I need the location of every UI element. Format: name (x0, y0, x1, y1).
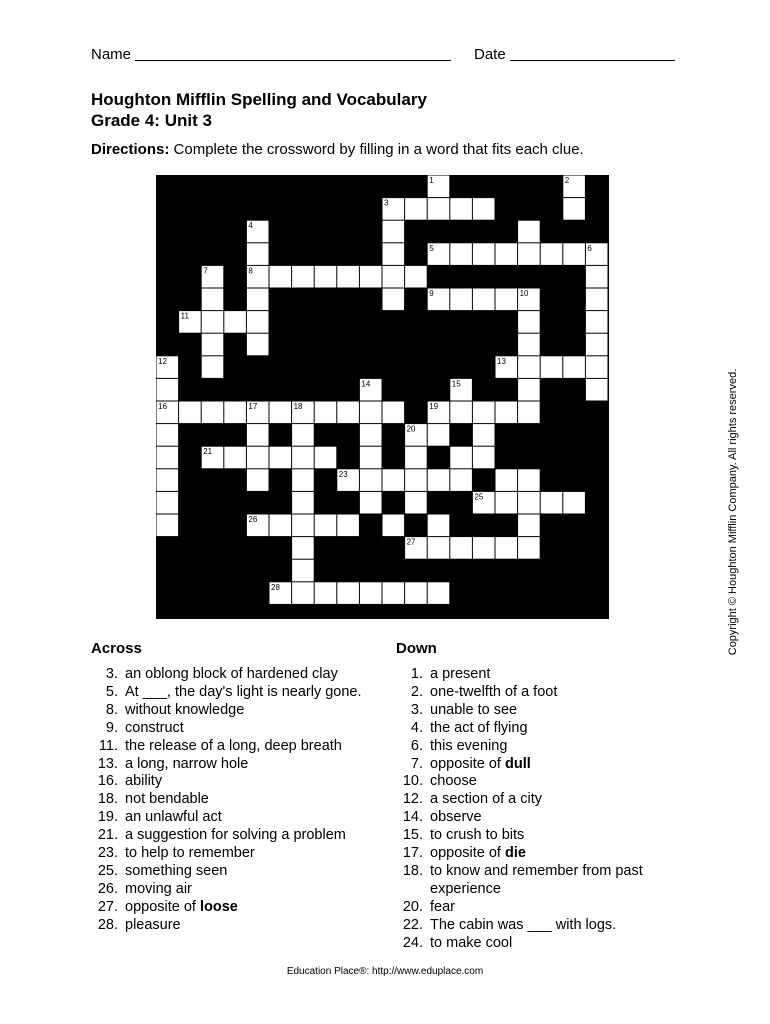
crossword-cell[interactable] (518, 379, 540, 401)
clue-text-part: opposite of (430, 755, 505, 772)
crossword-cell[interactable] (450, 447, 472, 469)
clue-text-part: something seen (125, 862, 228, 879)
clue-number: 9. (105, 719, 118, 736)
crossword-cell[interactable] (405, 469, 427, 491)
crossword-cell[interactable] (292, 515, 314, 537)
crossword-cell[interactable] (541, 243, 563, 265)
clue-text-part: fear (430, 898, 455, 915)
clue-number: 18. (97, 791, 118, 808)
crossword-cell[interactable] (518, 221, 540, 243)
clue-text (430, 684, 557, 702)
crossword-cell[interactable] (563, 198, 585, 220)
clue-text (430, 720, 528, 738)
crossword-cell[interactable] (270, 266, 292, 288)
crossword-cell[interactable] (383, 266, 405, 288)
crossword-cell[interactable] (473, 198, 495, 220)
crossword-cell[interactable] (428, 424, 450, 446)
clue-number-label: 21 (203, 447, 213, 457)
clue-text (125, 773, 162, 791)
clue-text-part: moving air (125, 880, 192, 897)
crossword-cell[interactable] (428, 582, 450, 604)
clue-text (125, 827, 346, 845)
clue-text (125, 863, 227, 881)
crossword-cell[interactable] (157, 424, 179, 446)
crossword-cell[interactable] (292, 492, 314, 514)
clue-number: 11. (98, 737, 118, 754)
crossword-cell[interactable] (563, 356, 585, 378)
clue-number: 28. (97, 916, 118, 933)
crossword-cell[interactable] (450, 289, 472, 311)
crossword-cell[interactable] (157, 515, 179, 537)
clue-text-part: observe (430, 809, 482, 826)
crossword-cell[interactable] (496, 243, 518, 265)
down-clue (396, 791, 696, 809)
down-clue (396, 702, 696, 720)
crossword-cell[interactable] (450, 243, 472, 265)
clue-number: 2. (410, 683, 423, 700)
crossword-cell[interactable] (360, 424, 382, 446)
crossword-cell[interactable] (270, 447, 292, 469)
crossword-cell[interactable] (496, 402, 518, 424)
clue-text-part: not bendable (125, 791, 209, 808)
clue-text-part: a section of a city (430, 791, 543, 808)
down-clue (396, 863, 696, 899)
clue-text (430, 827, 524, 845)
clue-number-label: 15 (451, 379, 461, 389)
clue-number-label: 13 (497, 356, 506, 366)
across-clue (91, 773, 391, 791)
crossword-cell[interactable] (383, 582, 405, 604)
clue-text (430, 917, 616, 935)
clue-text-part: one-twelfth of a foot (430, 683, 558, 700)
across-clue-list (91, 666, 391, 935)
clue-text (125, 809, 222, 827)
crossword-cell[interactable] (473, 289, 495, 311)
across-clue (91, 827, 391, 845)
clue-text (430, 935, 512, 953)
crossword-cell[interactable] (157, 379, 179, 401)
clue-emphasis: loose (199, 898, 238, 915)
crossword-cell[interactable] (179, 402, 201, 424)
crossword-cell[interactable] (202, 356, 224, 378)
clue-number: 23. (97, 845, 118, 862)
clue-number: 26. (97, 880, 118, 897)
clue-number: 3. (105, 666, 118, 682)
crossword-cell[interactable] (315, 515, 337, 537)
name-label: Name (91, 46, 132, 63)
clue-text-part: opposite of (125, 898, 200, 915)
crossword-cell[interactable] (360, 582, 382, 604)
crossword-cell[interactable] (315, 266, 337, 288)
crossword-cell[interactable] (383, 289, 405, 311)
page-title (91, 89, 427, 131)
crossword-cell[interactable] (247, 289, 269, 311)
clue-number: 21. (97, 827, 118, 844)
clue-text-part: to know and remember from past experience (430, 862, 643, 897)
clue-text (430, 809, 482, 827)
clue-number: 14. (402, 809, 423, 826)
down-clue (396, 845, 696, 863)
clue-text (125, 684, 362, 702)
crossword-cell[interactable] (450, 198, 472, 220)
crossword-cell[interactable] (586, 356, 608, 378)
clue-text (125, 917, 181, 935)
crossword-cell[interactable] (405, 266, 427, 288)
crossword-cell[interactable] (428, 469, 450, 491)
crossword-cell[interactable] (292, 582, 314, 604)
clue-number-label: 3 (384, 198, 389, 208)
clue-text (430, 666, 490, 684)
crossword-cell[interactable] (473, 402, 495, 424)
clue-number-label: 24 (542, 469, 552, 479)
clue-number-label: 6 (587, 243, 592, 253)
directions (91, 141, 584, 158)
clue-number-label: 4 (248, 221, 253, 231)
crossword-cell[interactable] (202, 311, 224, 333)
crossword-cell[interactable] (157, 447, 179, 469)
crossword-cell[interactable] (450, 469, 472, 491)
clue-text-part: an unlawful act (125, 809, 222, 826)
across-clue (91, 756, 391, 774)
crossword-cell[interactable] (247, 311, 269, 333)
crossword-cell[interactable] (450, 402, 472, 424)
crossword-cell[interactable] (473, 424, 495, 446)
clue-number: 16. (97, 773, 118, 790)
title-line-1: Houghton Mifflin Spelling and Vocabulary (91, 90, 427, 109)
across-clue (91, 881, 391, 899)
clue-number-label: 10 (519, 289, 529, 298)
clue-text-part: ability (125, 773, 163, 790)
crossword-cell[interactable] (383, 469, 405, 491)
clue-number-label: 20 (406, 424, 416, 434)
crossword-cell[interactable] (360, 469, 382, 491)
crossword-cell[interactable] (518, 311, 540, 333)
crossword-cell[interactable] (586, 266, 608, 288)
clue-text-part: the release of a long, deep breath (125, 737, 342, 754)
clue-text (125, 756, 248, 774)
crossword-cell[interactable] (360, 492, 382, 514)
across-clue (91, 738, 391, 756)
clue-number-label: 7 (203, 266, 208, 276)
across-clues (91, 640, 391, 935)
date-label: Date (474, 46, 506, 63)
clue-text (125, 666, 338, 684)
crossword-cell[interactable] (428, 537, 450, 559)
crossword-cell[interactable] (337, 515, 359, 537)
crossword-cell[interactable] (518, 537, 540, 559)
clue-number-label: 19 (429, 402, 439, 411)
clue-emphasis: dull (504, 755, 531, 772)
copyright-notice: Copyright © Houghton Mifflin Company. All rights reserved. (727, 368, 739, 656)
clue-number-label: 23 (338, 469, 348, 479)
crossword-cell[interactable] (428, 198, 450, 220)
title-line-2: Grade 4: Unit 3 (91, 111, 212, 130)
clue-text (125, 702, 244, 720)
crossword-cell[interactable] (202, 289, 224, 311)
down-clues (396, 640, 696, 953)
clue-number: 5. (105, 683, 118, 700)
clue-number: 22. (402, 916, 423, 933)
clue-text (125, 791, 209, 809)
clue-text (430, 756, 531, 774)
crossword-cell[interactable] (405, 198, 427, 220)
crossword-cell[interactable] (292, 469, 314, 491)
crossword-cell[interactable] (360, 402, 382, 424)
crossword-cell[interactable] (360, 266, 382, 288)
clue-text-part: At ___, the day's light is nearly gone. (125, 683, 362, 700)
clue-number-label: 12 (158, 356, 167, 366)
crossword-cell[interactable] (360, 447, 382, 469)
crossword-cell[interactable] (224, 447, 246, 469)
across-clue (91, 845, 391, 863)
clue-text-part: unable to see (430, 701, 518, 718)
down-heading: Down (396, 640, 437, 657)
across-clue (91, 720, 391, 738)
clue-number-label: 26 (248, 515, 258, 524)
clue-text (125, 720, 184, 738)
footer: Education Place®: http://www.eduplace.com (286, 966, 484, 977)
clue-number: 1. (410, 666, 423, 682)
across-clue (91, 666, 391, 684)
clue-text-part: choose (430, 773, 477, 790)
down-clue (396, 666, 696, 684)
crossword-cell[interactable] (292, 560, 314, 582)
crossword-cell[interactable] (518, 492, 540, 514)
clue-text (430, 738, 507, 756)
clue-text (125, 738, 342, 756)
clue-number: 7. (410, 755, 423, 772)
clue-emphasis: die (504, 845, 526, 862)
date-blank[interactable] (510, 46, 675, 61)
crossword-cell[interactable] (586, 379, 608, 401)
clue-text (125, 881, 192, 899)
crossword-cell[interactable] (315, 582, 337, 604)
across-clue (91, 917, 391, 935)
across-heading: Across (91, 640, 142, 657)
across-clue (91, 809, 391, 827)
crossword-cell[interactable] (473, 537, 495, 559)
clue-number-label: 25 (474, 492, 484, 502)
clue-number-label: 14 (361, 379, 371, 389)
clue-number-label: 18 (293, 402, 303, 411)
clue-text-part: a present (430, 666, 491, 682)
across-clue (91, 702, 391, 720)
crossword-cell[interactable] (157, 492, 179, 514)
clue-text-part: a suggestion for solving a problem (125, 827, 346, 844)
crossword-cell[interactable] (518, 334, 540, 356)
crossword-cell[interactable] (292, 266, 314, 288)
crossword-cell[interactable] (473, 243, 495, 265)
crossword-cell[interactable] (383, 402, 405, 424)
clue-text-part: a long, narrow hole (125, 755, 249, 772)
clue-text-part: an oblong block of hardened clay (125, 666, 338, 682)
name-blank[interactable] (135, 46, 451, 61)
clue-number-label: 22 (497, 447, 506, 457)
crossword-cell[interactable] (473, 447, 495, 469)
crossword-cell[interactable] (518, 515, 540, 537)
clue-number-label: 9 (429, 289, 434, 298)
crossword-cell[interactable] (247, 243, 269, 265)
clue-text (125, 845, 255, 863)
crossword-cell[interactable] (518, 402, 540, 424)
clue-text-part: the act of flying (430, 719, 528, 736)
clue-number: 8. (105, 701, 118, 718)
crossword-cell[interactable] (586, 311, 608, 333)
across-clue (91, 684, 391, 702)
clue-number-label: 16 (158, 402, 167, 411)
date-field (474, 46, 675, 63)
crossword-cell[interactable] (496, 537, 518, 559)
clue-text-part: to help to remember (125, 845, 255, 862)
crossword-cell[interactable] (541, 492, 563, 514)
crossword-cell[interactable] (315, 402, 337, 424)
clue-number-label: 11 (180, 311, 189, 321)
clue-text-part: without knowledge (125, 701, 245, 718)
down-clue (396, 684, 696, 702)
clue-text-part: this evening (430, 737, 508, 754)
clue-number: 13. (97, 755, 118, 772)
crossword-cell[interactable] (563, 492, 585, 514)
crossword-cell[interactable] (518, 356, 540, 378)
crossword-cell[interactable] (337, 266, 359, 288)
clue-text (430, 791, 542, 809)
crossword-cell[interactable] (337, 402, 359, 424)
clue-text-part: The cabin was ___ with logs. (430, 916, 617, 933)
down-clue (396, 935, 696, 953)
clue-number: 15. (402, 827, 423, 844)
crossword-cell[interactable] (586, 334, 608, 356)
down-clue-list (396, 666, 696, 953)
crossword-cell[interactable] (383, 221, 405, 243)
crossword-cell[interactable] (563, 243, 585, 265)
clue-number: 6. (410, 737, 423, 754)
down-clue (396, 756, 696, 774)
down-clue (396, 773, 696, 791)
crossword-cell[interactable] (496, 469, 518, 491)
crossword-cell[interactable] (247, 334, 269, 356)
crossword-cell[interactable] (405, 447, 427, 469)
crossword-cell[interactable] (337, 582, 359, 604)
crossword-cell[interactable] (202, 402, 224, 424)
crossword-cell[interactable] (383, 515, 405, 537)
clue-text-part: to make cool (430, 934, 513, 951)
crossword-cell[interactable] (247, 424, 269, 446)
down-clue (396, 809, 696, 827)
down-clue (396, 917, 696, 935)
crossword-cell[interactable] (247, 469, 269, 491)
crossword-cell[interactable] (428, 515, 450, 537)
crossword-cell[interactable] (157, 469, 179, 491)
clue-number: 25. (97, 862, 118, 879)
clue-number: 17. (402, 845, 423, 862)
crossword-cell[interactable] (450, 537, 472, 559)
down-clue (396, 720, 696, 738)
crossword-cell[interactable] (292, 447, 314, 469)
clue-text-part: opposite of (430, 845, 505, 862)
clue-number: 10. (402, 773, 423, 790)
crossword-cell[interactable] (202, 334, 224, 356)
crossword-cell[interactable] (541, 356, 563, 378)
crossword-cell[interactable] (496, 289, 518, 311)
clue-text (430, 899, 455, 917)
clue-number: 3. (410, 701, 423, 718)
clue-number: 24. (402, 934, 423, 951)
crossword-cell[interactable] (405, 582, 427, 604)
crossword-cell[interactable] (270, 515, 292, 537)
clue-text-part: construct (125, 719, 184, 736)
crossword-cell[interactable] (518, 243, 540, 265)
crossword-cell[interactable] (405, 492, 427, 514)
clue-number-label: 28 (271, 582, 280, 592)
clue-number: 4. (410, 719, 423, 736)
crossword-cell[interactable] (383, 243, 405, 265)
clue-number: 18. (402, 862, 423, 879)
clue-number-label: 8 (248, 266, 253, 276)
clue-number-label: 27 (406, 537, 416, 547)
clue-text (430, 863, 696, 899)
clue-number-label: 5 (429, 243, 434, 253)
name-field (91, 46, 451, 63)
clue-number: 27. (97, 898, 118, 915)
down-clue (396, 738, 696, 756)
crossword-cell[interactable] (292, 424, 314, 446)
clue-text-part: pleasure (125, 916, 181, 933)
across-clue (91, 899, 391, 917)
clue-number: 12. (402, 791, 423, 808)
clue-number: 20. (402, 898, 423, 915)
directions-text: Complete the crossword by filling in a word that fits each clue. (173, 141, 584, 158)
crossword-cell[interactable] (315, 447, 337, 469)
clue-number-label: 1 (429, 176, 434, 185)
crossword-cell[interactable] (496, 492, 518, 514)
crossword-cell[interactable] (224, 311, 246, 333)
clue-text-part: to crush to bits (430, 827, 525, 844)
clue-text (430, 845, 526, 863)
clue-text (430, 702, 517, 720)
clue-number-label: 2 (564, 176, 570, 185)
across-clue (91, 791, 391, 809)
crossword-cell[interactable] (292, 537, 314, 559)
across-clue (91, 863, 391, 881)
clue-text (430, 773, 477, 791)
crossword-cell[interactable] (586, 289, 608, 311)
directions-label: Directions: (91, 141, 170, 158)
down-clue (396, 899, 696, 917)
crossword-cell[interactable] (247, 447, 269, 469)
crossword-cell[interactable] (224, 402, 246, 424)
clue-number: 19. (97, 809, 118, 826)
crossword-cell[interactable] (270, 402, 292, 424)
crossword-cell[interactable] (518, 469, 540, 491)
down-clue (396, 827, 696, 845)
crossword-grid (156, 175, 609, 619)
clue-text (125, 899, 238, 917)
clue-number-label: 17 (248, 402, 258, 411)
